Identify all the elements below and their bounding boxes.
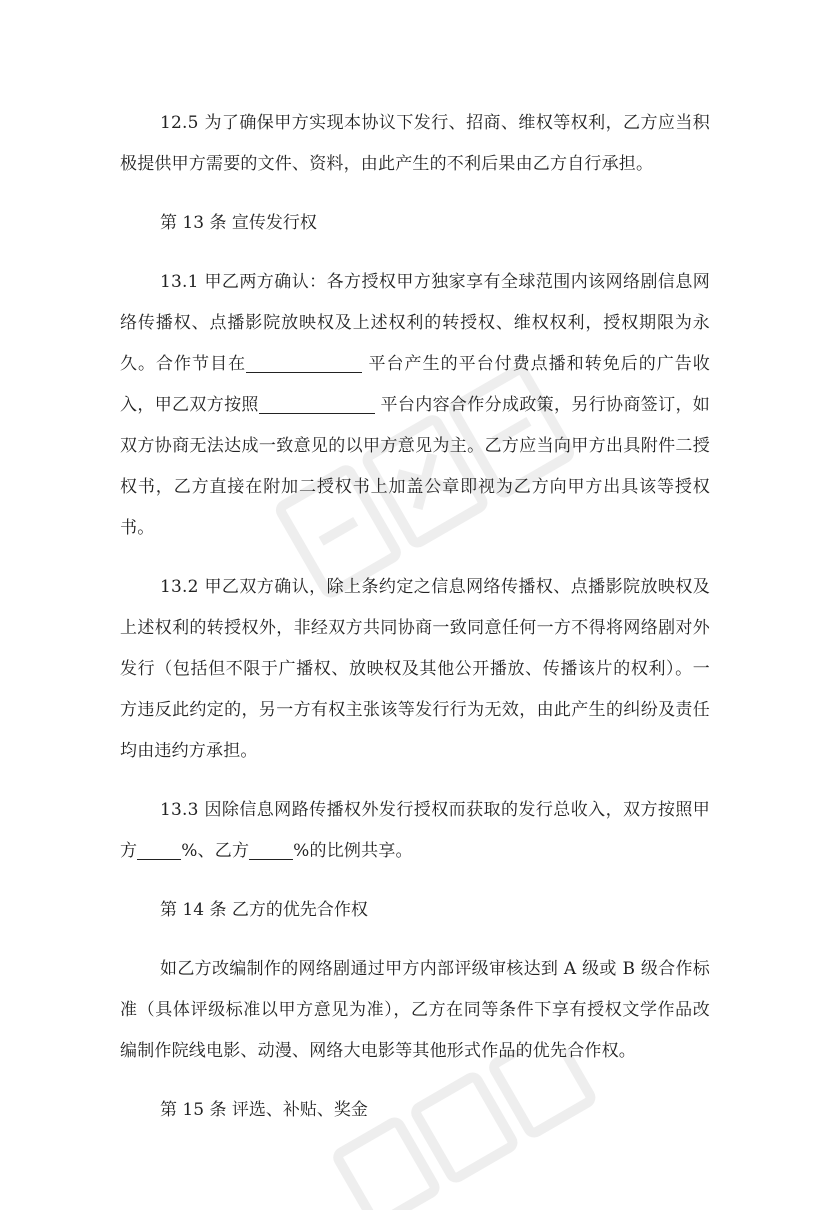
document-body (120, 103, 710, 1149)
clause-13-3 (120, 790, 710, 872)
clause-13-1-text-b: 平台产生的平台付费点播和转免后的广告收入，甲乙双方按照 (120, 354, 710, 415)
article-14-body: 如乙方改编制作的网络剧通过甲方内部评级审核达到 A 级或 B 级合作标准（具体评级标准以甲方意见为准），乙方在同等条件下享有授权文学作品改编制作院线电影、动漫、网络大电影等其他形式作品的优先合作权。 (120, 959, 710, 1061)
clause-13-1-text-c: 平台内容合作分成政策，另行协商签订，如双方协商无法达成一致意见的以甲方意见为主。乙方应当向甲方出具附件二授权书，乙方直接在附加二授权书上加盖公章即视为乙方向甲方出具该等授权书。 (120, 395, 710, 538)
party-a-share-blank (137, 841, 181, 860)
article-15-heading: 第 15 条 评选、补贴、奖金 (160, 1100, 368, 1120)
platform-blank-1 (246, 354, 362, 373)
article-14-heading: 第 14 条 乙方的优先合作权 (160, 900, 368, 920)
party-b-share-blank (249, 841, 293, 860)
platform-blank-2 (259, 395, 375, 414)
clause-13-3-text-c: %的比例共享。 (293, 841, 413, 861)
clause-13-3-text-a: 13.3 因除信息网路传播权外发行授权而获取的发行总收入，双方按照甲方 (120, 800, 710, 861)
clause-13-1-text-a: 13.1 甲乙两方确认：各方授权甲方独家享有全球范围内该网络剧信息网络传播权、点播影院放映权及上述权利的转授权、维权权利，授权期限为永久。合作节目在 (120, 272, 710, 374)
clause-12-5: 12.5 为了确保甲方实现本协议下发行、招商、维权等权利，乙方应当积极提供甲方需要的文件、资料，由此产生的不利后果由乙方自行承担。 (120, 113, 710, 174)
article-13-heading: 第 13 条 宣传发行权 (160, 213, 317, 233)
clause-13-2: 13.2 甲乙双方确认，除上条约定之信息网络传播权、点播影院放映权及上述权利的转授权外，非经双方共同协商一致同意任何一方不得将网络剧对外发行（包括但不限于广播权、放映权及其他公开播放、传播该片的权利）。一方违反此约定的，另一方有权主张该等发行行为无效，由此产生的纠纷及责任均由违约方承担。 (120, 577, 710, 761)
clause-13-1 (120, 262, 710, 549)
clause-13-3-text-b: %、乙方 (181, 841, 250, 861)
